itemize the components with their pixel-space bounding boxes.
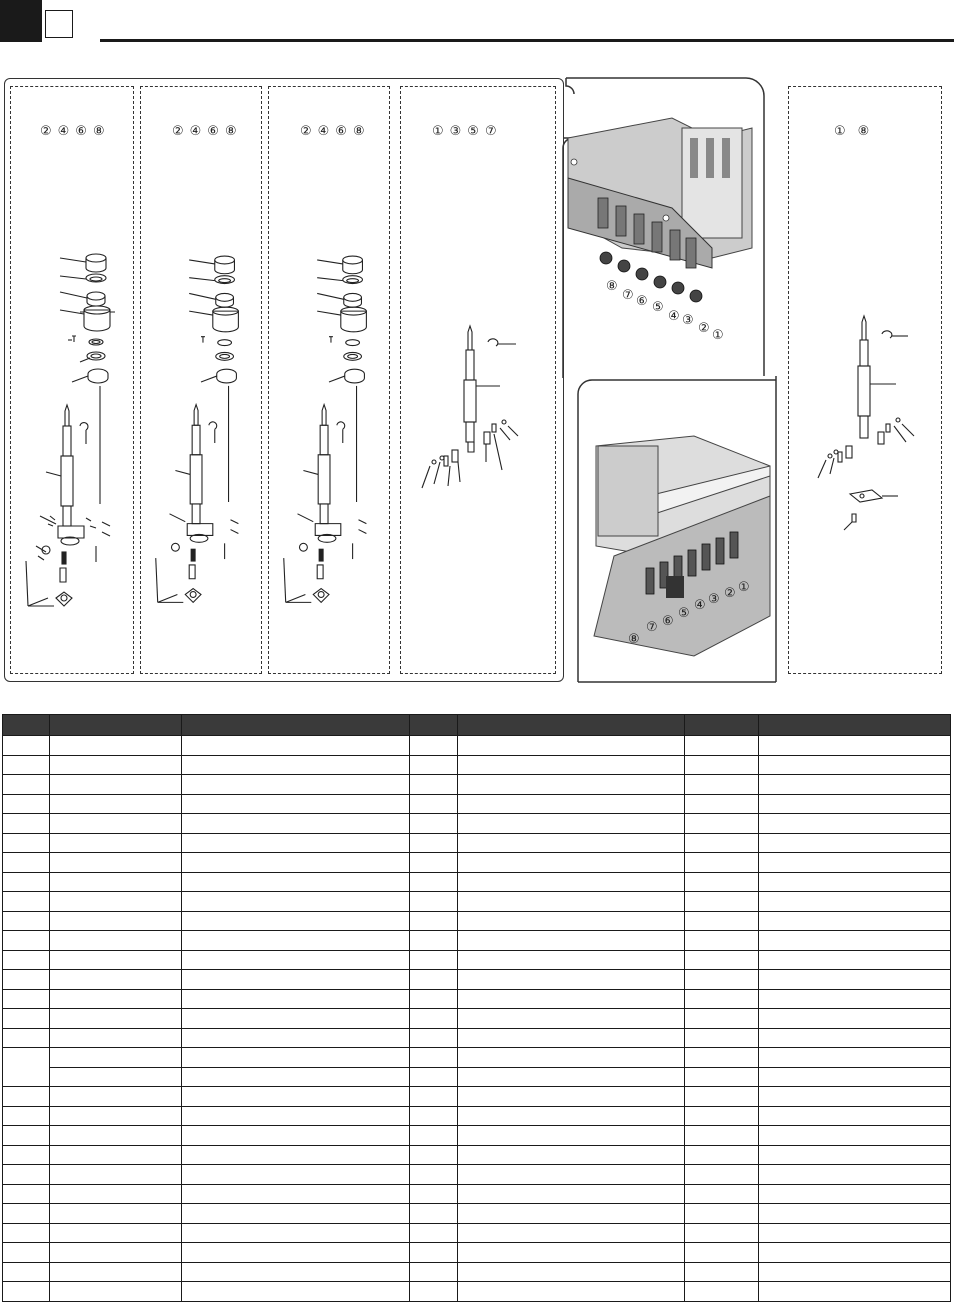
table-cell: [3, 950, 50, 970]
photo-bottom-head-6: ⑥: [662, 614, 674, 629]
table-cell: [410, 1262, 458, 1282]
table-cell: [458, 911, 685, 931]
table-cell: [410, 1243, 458, 1263]
table-cell: [50, 1204, 182, 1224]
panel-4-head-labels: ①③⑤⑦: [432, 124, 503, 139]
table-cell: [458, 736, 685, 756]
table-cell: [685, 1165, 759, 1185]
table-cell: [458, 950, 685, 970]
table-cell: [685, 1067, 759, 1087]
table-cell: [458, 814, 685, 834]
table-cell: [410, 989, 458, 1009]
table-cell: [458, 1282, 685, 1302]
table-cell: [410, 1009, 458, 1029]
table-cell: [50, 1106, 182, 1126]
table-cell: [3, 1126, 50, 1146]
table-cell: [685, 775, 759, 795]
table-cell: [685, 950, 759, 970]
table-cell: [458, 853, 685, 873]
table-cell: [410, 872, 458, 892]
table-row: [3, 970, 951, 990]
table-cell: [3, 1028, 50, 1048]
table-row: [3, 1184, 951, 1204]
table-cell: [685, 1126, 759, 1146]
table-cell: [182, 1262, 410, 1282]
table-cell: [759, 736, 951, 756]
table-cell: [50, 736, 182, 756]
table-cell: [685, 755, 759, 775]
table-row: [3, 736, 951, 756]
table-row: [3, 853, 951, 873]
table-cell: [50, 814, 182, 834]
table-cell: [759, 1145, 951, 1165]
table-cell: [50, 911, 182, 931]
header-cell: [3, 715, 50, 736]
table-cell: [410, 794, 458, 814]
table-row: [3, 1165, 951, 1185]
table-cell: [759, 911, 951, 931]
photo-top-head-2: ②: [698, 321, 710, 336]
table-cell: [410, 736, 458, 756]
table-cell: [759, 970, 951, 990]
parts-table-body: [3, 736, 951, 1302]
table-cell: [759, 989, 951, 1009]
table-cell: [458, 1165, 685, 1185]
table-cell: [458, 989, 685, 1009]
table-cell: [3, 1145, 50, 1165]
table-row: [3, 1145, 951, 1165]
table-cell: [759, 853, 951, 873]
table-row: [3, 1028, 951, 1048]
table-cell: [182, 950, 410, 970]
photo-bottom-head-7: ⑦: [646, 620, 658, 635]
table-cell: [410, 1145, 458, 1165]
table-cell: [182, 736, 410, 756]
table-cell: [50, 1028, 182, 1048]
table-cell: [759, 1262, 951, 1282]
table-row: [3, 1087, 951, 1107]
table-cell: [50, 1087, 182, 1107]
table-row: [3, 775, 951, 795]
photo-top-head-6: ⑥: [636, 294, 648, 309]
table-cell: [759, 1282, 951, 1302]
table-cell: [50, 755, 182, 775]
table-cell: [685, 1184, 759, 1204]
table-row: [3, 872, 951, 892]
table-cell: [685, 911, 759, 931]
table-row: [3, 794, 951, 814]
table-cell: [685, 1048, 759, 1068]
header-cell: [759, 715, 951, 736]
table-cell: [759, 755, 951, 775]
table-cell: [182, 1126, 410, 1146]
table-cell: [410, 892, 458, 912]
table-cell: [3, 1048, 50, 1087]
table-cell: [50, 1243, 182, 1263]
section-marker-block: [0, 0, 42, 42]
table-cell: [685, 814, 759, 834]
header-cell: [410, 715, 458, 736]
table-cell: [3, 1282, 50, 1302]
table-cell: [685, 1223, 759, 1243]
table-cell: [50, 872, 182, 892]
table-cell: [182, 1028, 410, 1048]
table-cell: [685, 989, 759, 1009]
panel-2-head-labels: ②④⑥⑧: [172, 124, 243, 139]
table-cell: [182, 1184, 410, 1204]
table-cell: [3, 892, 50, 912]
table-cell: [182, 1165, 410, 1185]
table-cell: [458, 872, 685, 892]
table-cell: [759, 1126, 951, 1146]
table-cell: [410, 833, 458, 853]
header-cell: [685, 715, 759, 736]
table-cell: [50, 1223, 182, 1243]
table-cell: [3, 1087, 50, 1107]
table-cell: [685, 1243, 759, 1263]
table-cell: [3, 775, 50, 795]
table-cell: [458, 833, 685, 853]
table-cell: [458, 1223, 685, 1243]
table-row: [3, 1243, 951, 1263]
table-cell: [685, 931, 759, 951]
table-cell: [759, 1204, 951, 1224]
table-cell: [182, 970, 410, 990]
table-cell: [759, 931, 951, 951]
needle-bar-drawing-odd: [400, 86, 556, 674]
needle-bar-drawing-head-1-8: [788, 86, 942, 674]
table-row: [3, 1067, 951, 1087]
table-cell: [759, 794, 951, 814]
table-row: [3, 1223, 951, 1243]
table-cell: [182, 1204, 410, 1224]
table-cell: [3, 1009, 50, 1029]
table-cell: [182, 911, 410, 931]
photo-top-head-7: ⑦: [622, 288, 634, 303]
table-row: [3, 1048, 951, 1068]
table-cell: [182, 1067, 410, 1087]
table-cell: [182, 814, 410, 834]
table-cell: [759, 1243, 951, 1263]
table-cell: [3, 1223, 50, 1243]
table-cell: [410, 775, 458, 795]
table-row: [3, 892, 951, 912]
table-cell: [182, 931, 410, 951]
table-cell: [759, 775, 951, 795]
table-row: [3, 911, 951, 931]
table-cell: [685, 1087, 759, 1107]
table-cell: [458, 1262, 685, 1282]
header-cell: [50, 715, 182, 736]
photo-top-head-4: ④: [668, 309, 680, 324]
table-cell: [3, 931, 50, 951]
table-cell: [458, 775, 685, 795]
table-cell: [50, 1067, 182, 1087]
photo-bottom-head-4: ④: [694, 598, 706, 613]
table-cell: [3, 1243, 50, 1263]
table-cell: [759, 814, 951, 834]
table-cell: [458, 1126, 685, 1146]
table-cell: [759, 1223, 951, 1243]
machine-head-photo-top: [562, 78, 764, 372]
table-cell: [50, 1145, 182, 1165]
table-cell: [3, 1204, 50, 1224]
table-cell: [685, 970, 759, 990]
table-cell: [410, 853, 458, 873]
table-cell: [182, 892, 410, 912]
table-cell: [410, 1204, 458, 1224]
table-cell: [458, 1009, 685, 1029]
table-cell: [410, 931, 458, 951]
table-cell: [759, 1028, 951, 1048]
table-cell: [458, 1243, 685, 1263]
table-cell: [50, 1262, 182, 1282]
table-cell: [3, 853, 50, 873]
table-cell: [685, 1028, 759, 1048]
table-cell: [182, 775, 410, 795]
table-cell: [3, 1184, 50, 1204]
table-cell: [182, 1106, 410, 1126]
table-cell: [50, 1126, 182, 1146]
table-cell: [458, 1067, 685, 1087]
table-cell: [759, 872, 951, 892]
photo-top-head-5: ⑤: [652, 300, 664, 315]
table-cell: [759, 950, 951, 970]
table-row: [3, 1204, 951, 1224]
table-cell: [3, 872, 50, 892]
table-cell: [3, 736, 50, 756]
table-cell: [759, 1087, 951, 1107]
table-cell: [182, 872, 410, 892]
table-cell: [410, 1126, 458, 1146]
table-cell: [759, 1067, 951, 1087]
parts-table-header: [3, 715, 951, 736]
table-cell: [685, 1282, 759, 1302]
table-cell: [458, 755, 685, 775]
photo-bottom-head-2: ②: [724, 586, 736, 601]
table-cell: [3, 833, 50, 853]
table-cell: [759, 833, 951, 853]
header-cell: [182, 715, 410, 736]
table-row: [3, 814, 951, 834]
table-cell: [50, 775, 182, 795]
table-cell: [759, 1009, 951, 1029]
photo-bottom-head-1: ①: [738, 580, 750, 595]
table-cell: [3, 970, 50, 990]
table-cell: [3, 755, 50, 775]
table-cell: [759, 1165, 951, 1185]
needle-bar-assembly-drawing-1: [10, 86, 134, 674]
table-cell: [410, 1184, 458, 1204]
table-cell: [3, 1165, 50, 1185]
table-cell: [182, 989, 410, 1009]
photo-top-head-1: ①: [712, 328, 724, 343]
table-cell: [182, 1145, 410, 1165]
table-cell: [182, 833, 410, 853]
table-cell: [182, 1243, 410, 1263]
table-cell: [410, 1282, 458, 1302]
table-cell: [50, 989, 182, 1009]
table-row: [3, 1126, 951, 1146]
parts-table: [2, 714, 951, 1302]
table-cell: [410, 814, 458, 834]
panel-1-head-labels: ②④⑥⑧: [40, 124, 111, 139]
table-cell: [3, 1262, 50, 1282]
table-cell: [410, 1106, 458, 1126]
table-cell: [410, 1223, 458, 1243]
table-cell: [410, 1048, 458, 1068]
section-marker-box: [45, 10, 73, 38]
table-cell: [458, 1087, 685, 1107]
photo-bottom-head-3: ③: [708, 592, 720, 607]
table-cell: [182, 853, 410, 873]
table-cell: [458, 794, 685, 814]
table-cell: [458, 1184, 685, 1204]
table-cell: [685, 1009, 759, 1029]
table-cell: [410, 1028, 458, 1048]
table-cell: [50, 853, 182, 873]
table-row: [3, 1106, 951, 1126]
table-cell: [50, 1184, 182, 1204]
table-cell: [50, 1282, 182, 1302]
table-cell: [685, 853, 759, 873]
table-cell: [410, 970, 458, 990]
table-row: [3, 833, 951, 853]
table-cell: [410, 950, 458, 970]
table-cell: [3, 989, 50, 1009]
table-row: [3, 989, 951, 1009]
table-cell: [410, 1067, 458, 1087]
table-cell: [458, 892, 685, 912]
table-cell: [458, 970, 685, 990]
photo-top-head-8: ⑧: [606, 279, 618, 294]
table-cell: [685, 1106, 759, 1126]
table-cell: [3, 911, 50, 931]
table-cell: [182, 1009, 410, 1029]
table-cell: [685, 794, 759, 814]
table-cell: [3, 814, 50, 834]
panel-3-head-labels: ②④⑥⑧: [300, 124, 371, 139]
table-cell: [50, 892, 182, 912]
header-rule: [100, 39, 954, 42]
table-cell: [410, 755, 458, 775]
table-cell: [458, 1028, 685, 1048]
header-cell: [458, 715, 685, 736]
table-row: [3, 1262, 951, 1282]
table-cell: [3, 794, 50, 814]
table-cell: [410, 1087, 458, 1107]
table-cell: [685, 892, 759, 912]
needle-bar-assembly-drawing-3: [268, 86, 390, 674]
table-cell: [50, 1165, 182, 1185]
table-cell: [759, 1048, 951, 1068]
table-cell: [685, 1145, 759, 1165]
table-cell: [50, 794, 182, 814]
table-row: [3, 931, 951, 951]
table-cell: [3, 1106, 50, 1126]
table-cell: [685, 833, 759, 853]
table-cell: [182, 1087, 410, 1107]
table-cell: [685, 736, 759, 756]
table-cell: [50, 1009, 182, 1029]
table-cell: [182, 1282, 410, 1302]
table-cell: [458, 1204, 685, 1224]
machine-head-photo-bottom: [574, 376, 776, 682]
table-cell: [182, 1223, 410, 1243]
table-cell: [50, 1048, 182, 1068]
table-row: [3, 1009, 951, 1029]
table-cell: [410, 1165, 458, 1185]
table-cell: [182, 794, 410, 814]
photo-bottom-head-5: ⑤: [678, 606, 690, 621]
table-cell: [685, 1262, 759, 1282]
table-cell: [50, 950, 182, 970]
table-cell: [458, 1106, 685, 1126]
table-row: [3, 950, 951, 970]
table-cell: [759, 1184, 951, 1204]
table-cell: [182, 1048, 410, 1068]
table-cell: [182, 755, 410, 775]
table-cell: [685, 1204, 759, 1224]
table-row: [3, 1282, 951, 1302]
table-cell: [458, 931, 685, 951]
panel-5-head-labels: ①⑧: [834, 124, 882, 139]
table-cell: [759, 1106, 951, 1126]
table-cell: [685, 872, 759, 892]
table-cell: [458, 1048, 685, 1068]
needle-bar-assembly-drawing-2: [140, 86, 262, 674]
table-cell: [50, 970, 182, 990]
table-cell: [50, 931, 182, 951]
table-cell: [458, 1145, 685, 1165]
table-cell: [759, 892, 951, 912]
table-row: [3, 755, 951, 775]
photo-top-head-3: ③: [682, 313, 694, 328]
table-cell: [50, 833, 182, 853]
table-cell: [410, 911, 458, 931]
photo-bottom-head-8: ⑧: [628, 632, 640, 647]
